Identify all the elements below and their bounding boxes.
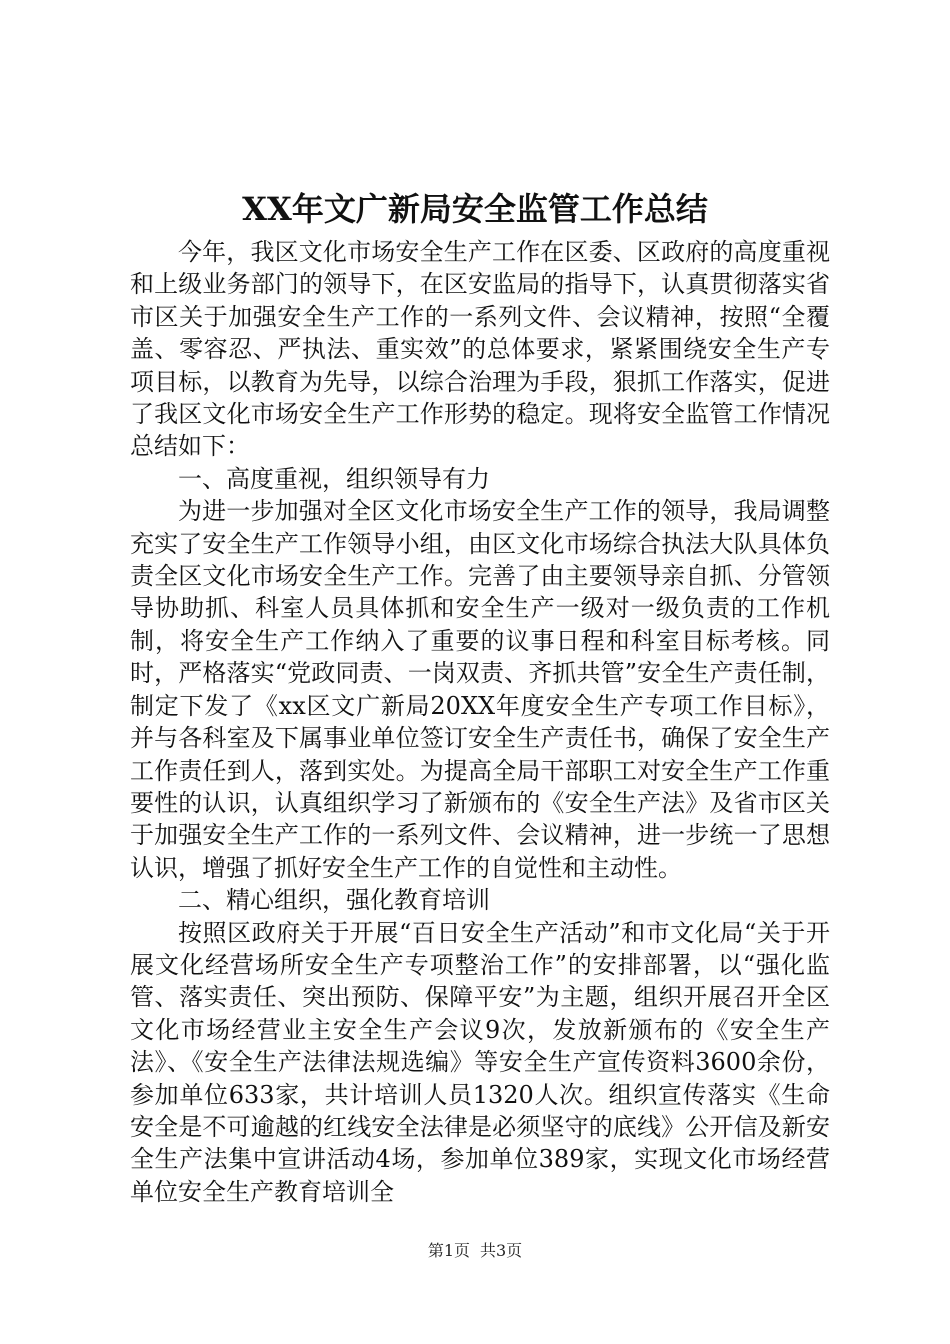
document-body: [130, 236, 830, 1208]
document-title: XX年文广新局安全监管工作总结: [242, 190, 708, 228]
page-footer: [0, 1240, 950, 1262]
page-total: 共3页: [480, 1241, 523, 1260]
paragraph-section-1: 为进一步加强对全区文化市场安全生产工作的领导，我局调整充实了安全生产工作领导小组，由区文化市场综合执法大队具体负责全区文化市场安全生产工作。完善了由主要领导亲自抓、分管领导协助抓、科室人员具体抓和安全生产一级对一级负责的工作机制，将安全生产工作纳入了重要的议事日程和科室目标考核。同时，严格落实“党政同责、一岗双责、齐抓共管”安全生产责任制，制定下发了《xx区文广新局20XX年度安全生产专项工作目标》，并与各科室及下属事业单位签订安全生产责任书，确保了安全生产工作责任到人，落到实处。为提高全局干部职工对安全生产工作重要性的认识，认真组织学习了新颁布的《安全生产法》及省市区关于加强安全生产工作的一系列文件、会议精神，进一步统一了思想认识，增强了抓好安全生产工作的自觉性和主动性。: [130, 497, 830, 882]
section-heading-1: 一、高度重视，组织领导有力: [178, 464, 490, 493]
paragraph-intro: 今年，我区文化市场安全生产工作在区委、区政府的高度重视和上级业务部门的领导下，在区安监局的指导下，认真贯彻落实省市区关于加强安全生产工作的一系列文件、会议精神，按照“全覆盖、零容忍、严执法、重实效”的总体要求，紧紧围绕安全生产专项目标，以教育为先导，以综合治理为手段，狠抓工作落实，促进了我区文化市场安全生产工作形势的稳定。现将安全监管工作情况总结如下：: [130, 238, 830, 461]
section-heading-2: 二、精心组织，强化教育培训: [178, 886, 490, 915]
paragraph-section-2: 按照区政府关于开展“百日安全生产活动”和市文化局“关于开展文化经营场所安全生产专项整治工作”的安排部署，以“强化监管、落实责任、突出预防、保障平安”为主题，组织开展召开全区文化市场经营业主安全生产会议9次，发放新颁布的《安全生产法》、《安全生产法律法规选编》等安全生产宣传资料3600余份，参加单位633家，共计培训人员1320人次。组织宣传落实《生命安全是不可逾越的红线安全法律是必须坚守的底线》公开信及新安全生产法集中宣讲活动4场，参加单位389家，实现文化市场经营单位安全生产教育培训全: [130, 918, 830, 1206]
page-number: 第1页: [427, 1241, 470, 1260]
